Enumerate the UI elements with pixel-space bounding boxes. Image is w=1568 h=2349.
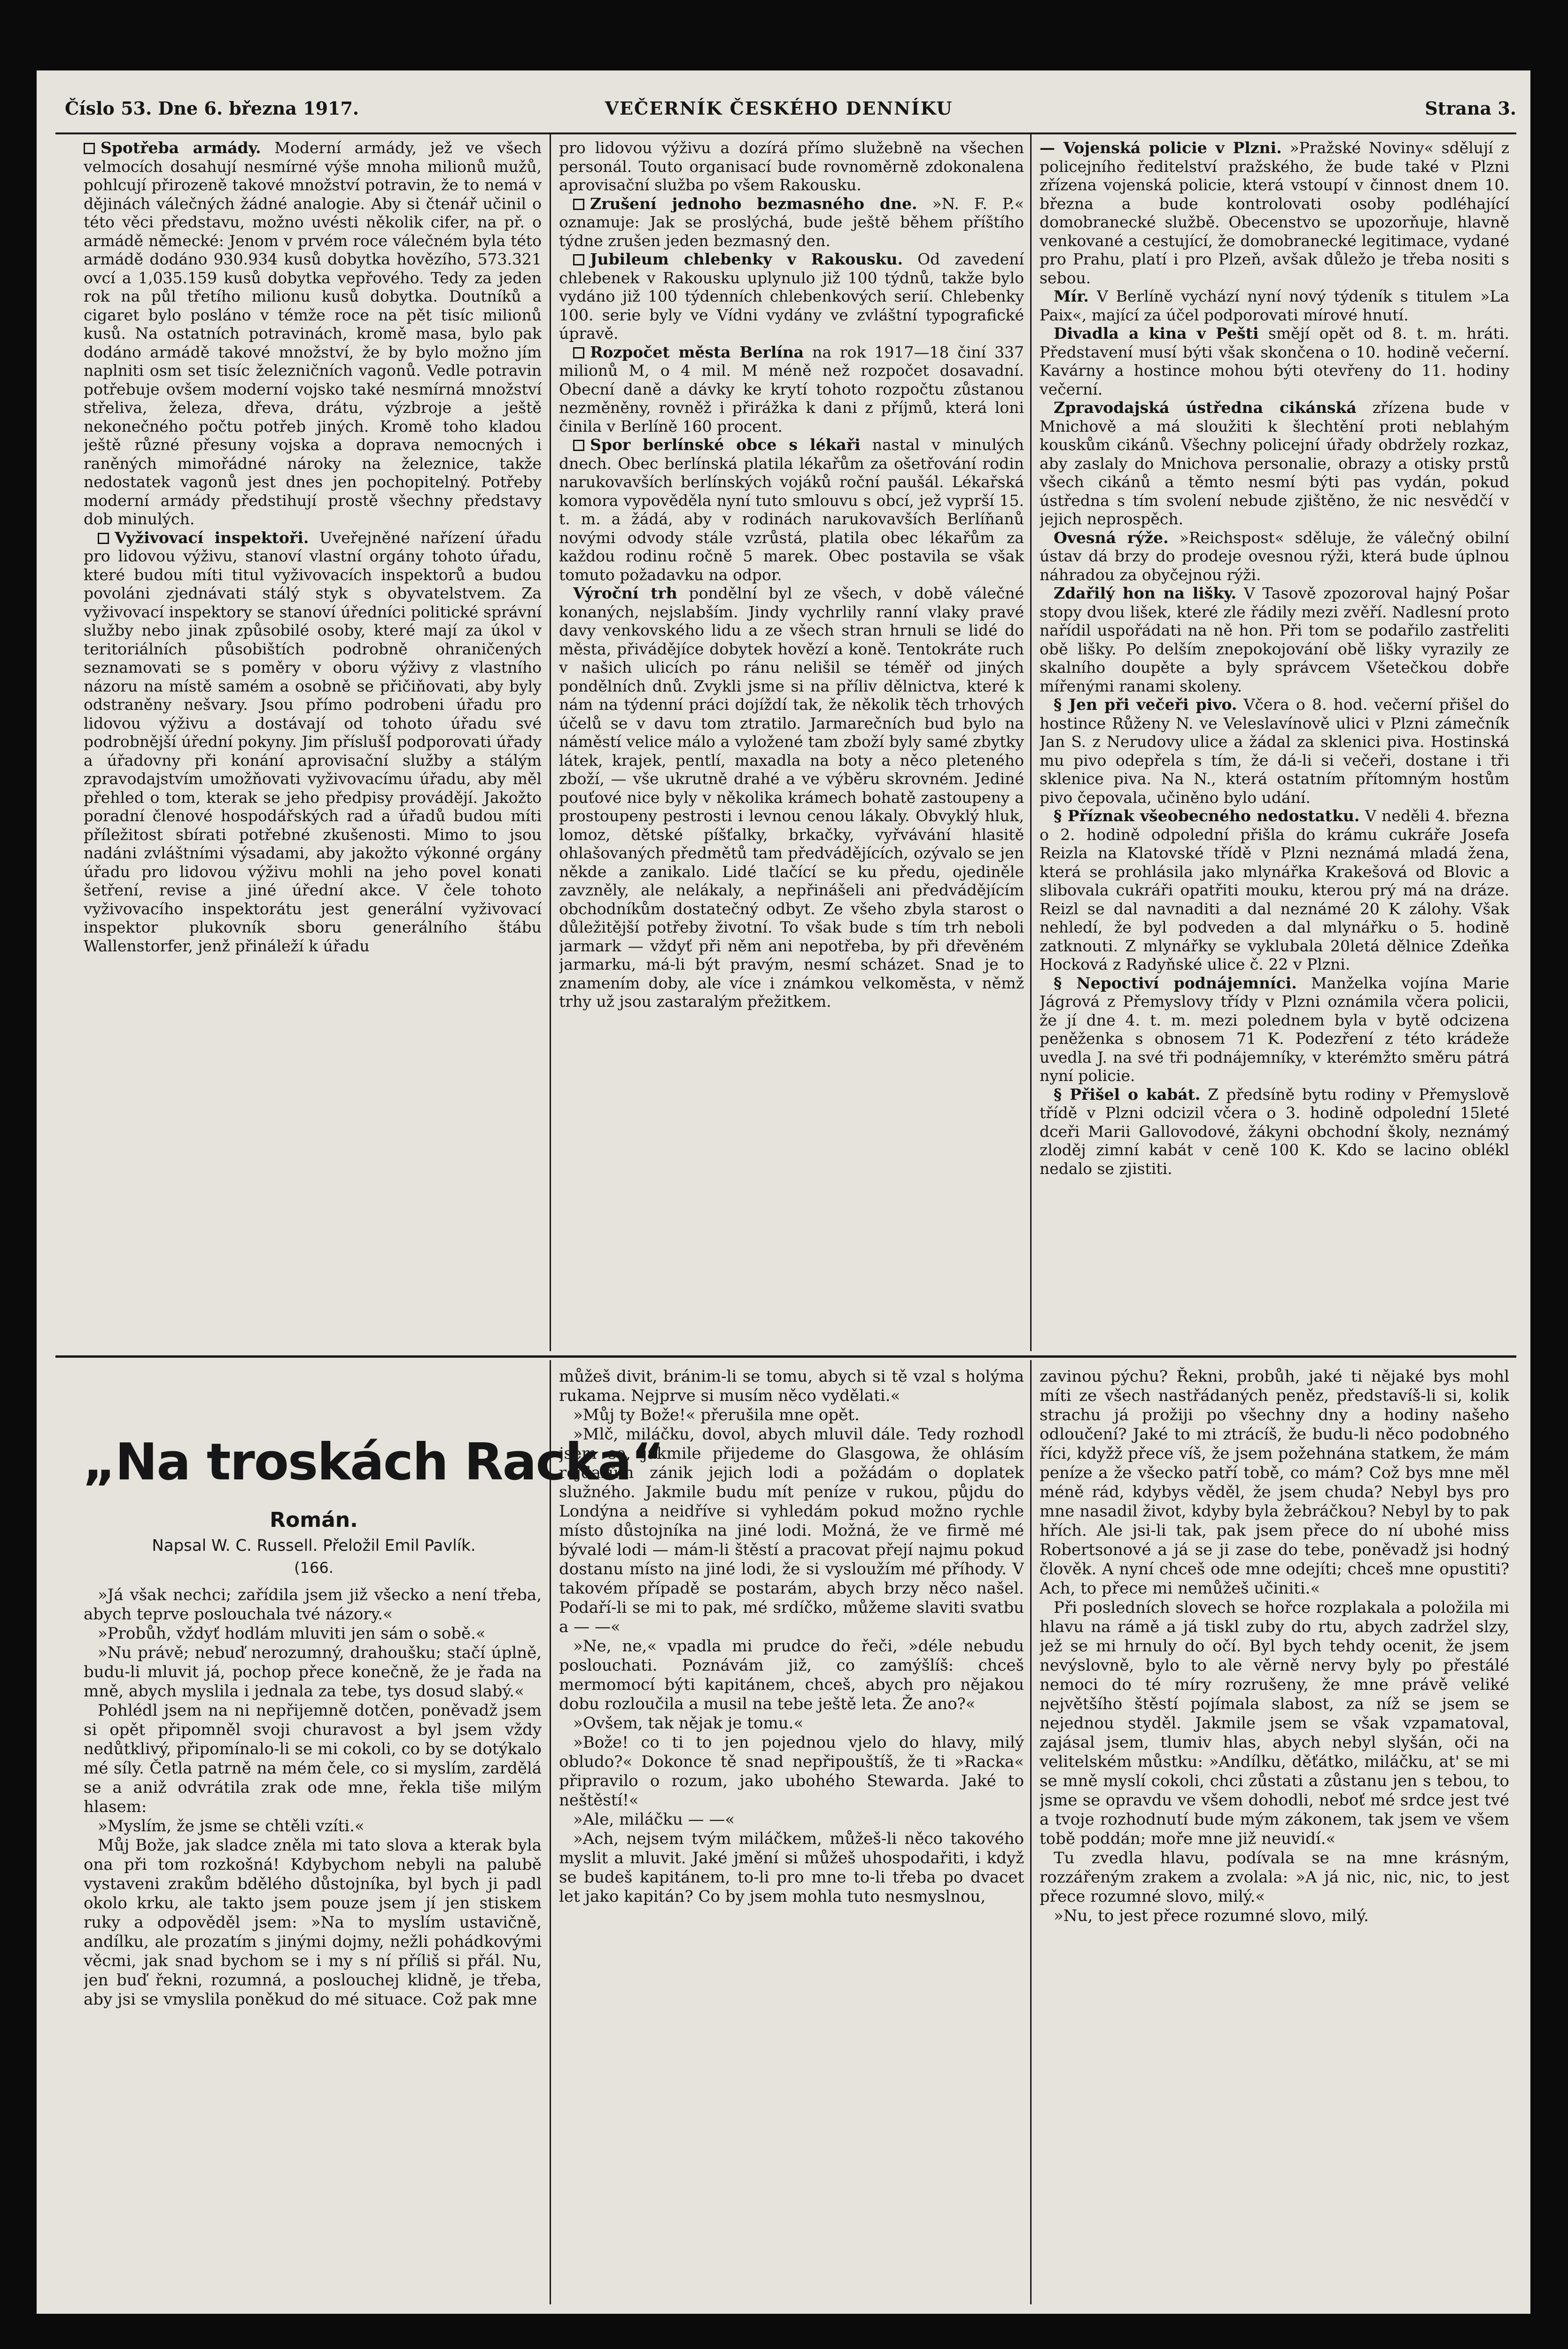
news-item: Jubileum chlebenky v Rakousku. Od zavedení chlebenek v Rakousku uplynulo již 100 týdnů, takže bylo vydáno již 100 týdenních chlebenkových serií. Chlebenky 100. serie byly ve Vídni vydány ve zvláštní typografické úpravě. xyxy=(559,250,1024,342)
page-number: Strana 3. xyxy=(1425,98,1516,119)
news-item: pro lidovou výživu a dozírá přímo služebně na všechen personál. Touto organisací bude rovnoměrně zdokonalena aprovisační služba po všem Rakousku. xyxy=(559,139,1024,194)
news-item: Ovesná rýže. »Reichspost« sděluje, že válečný obilní ústav dá brzy do prodeje ovesnou rýži, která bude úplnou náhradou za obyčejnou rýži. xyxy=(1040,528,1509,584)
newspaper-masthead: VEČERNÍK ČESKÉHO DENNÍKU xyxy=(605,98,953,119)
news-item: Spor berlínské obce s lékaři nastal v minulých dnech. Obec berlínská platila lékařům za ošetřování rodin narukovavších berlínských vojáků roční paušál. Lékařská komora vypověděla nyní tuto smlouvu s obcí, jež vyprší 15. t. m. a žádá, aby v rodinách narukovavších Berlíňanů novými odvody stále vzrůstá, platila obec lékařům za každou rodinu ročně 5 marek. Obec postavila se však tomuto požadavku na odpor. xyxy=(559,436,1024,584)
news-item: — Vojenská policie v Plzni. »Pražské Noviny« sdělují z policejního ředitelství pražského, že bude také v Plzni zřízena vojenská policie, která vstoupí v činnost dnem 10. března a bude kontrolovati osoby podléhající domobranecké službě. Obecenstvo se upozorňuje, hlavně venkované a cestující, že domobranecké legitimace, vydané pro Prahu, platí i pro Plzeň, avšak důležo je třeba nositi s sebou. xyxy=(1040,139,1509,287)
novel-column-1: »Já však nechci; zařídila jsem již všecko a není třeba, abych teprve poslouchala tvé názory.« »Probůh, vždyť hodlám mluviti jen sám o sobě.« »Nu právě; nebuď nerozumný, drahoušku; stačí úplně, budu-li mluvit já, pochop přece konečně, že je řada na mně, abych myslila i jednala za tebe, tys dosud slabý.« Pohlédl jsem na ni nepřijemně dotčen, poněvadž jsem si opět připomněl svoji churavost a byl jsem vždy nedůtklivý, připomínalo-li se mi cokoli, co by se dotýkalo mé síly. Četla patrně na mém čele, co si myslím, zardělá se a aniž odvrátila zrak ode mne, řekla tiše milým hlasem: »Myslím, že jsme se chtěli vzíti.« Můj Bože, jak sladce zněla mi tato slova a kterak byla ona při tom rozkošná! Kdybychom nebyli na palubě vystaveni zrakům bdělého důstojníka, byl bych ji padl okolo krku, ale takto jsem pouze jsem jí jen stiskem ruky a odpověděl jsem: »Na to myslím ustavičně, andílku, ale prozatím s jinými dojmy, nežli pohádkovými věcmi, jak snad bychom se i my s ní příliš si přál. Nu, jen buď řekni, rozumná, a poslouchej klidně, je třeba, aby jsi se vmyslila poněkud do mé situace. Což pak mne xyxy=(84,1586,542,2009)
newspaper-page xyxy=(37,70,1530,2314)
header-rule xyxy=(55,132,1516,134)
news-item: Výroční trh pondělní byl ze všech, v době válečné konaných, nejslabším. Jindy vychrlily ranní vlaky pravé davy venkovského lidu a ze všech stran hrnuli se lidé do města, přivádějíce dobytek hovězí a koně. Tentokráte ruch v našich ulicích po ránu nelišil se téměř od jiných pondělních dnů. Zvykli jsme si na příliv dělnictva, které k nám na týdenní práci dojíždí tak, že několik těch trhových účelů se v davu tom ztratilo. Jarmarečních bud bylo na náměstí velice málo a vyložené tam zboží byly samé zbytky látek, krajek, pentlí, maxadla na boty a něco pleteného zboží, — vše ukrutně drahé a ve výběru skrovném. Jediné pouťové nice byly v několika krámech bohatě zastoupeny a prostoupeny pestrosti i levnou cenou lákaly. Obvyklý hluk, lomoz, dětské píšťalky, brkačky, vyřvávání hlasitě ohlašovaných předmětů tam předvádějících, ozývalo se jen někde a zanikalo. Lidé tlačící se ku předu, ojediněle zavzněly, ale nelákaly, a nepřinášeli ani předvádějícím obchodníkům dostatečný odbyt. Ze všeho zbyla starost o důležitější potřeby životní. To však bude s tím trh neboli jarmark — vždyť při něm ani nepotřeba, by při dřevěném jarmarku, má-li být pravým, nesmí scházet. Snad je to znamením doby, ale více i známkou velkoměsta, v němž trhy už jsou zastaralým přežitkem. xyxy=(559,584,1024,1011)
top-column-1 xyxy=(84,139,542,1353)
square-bullet-icon xyxy=(573,199,584,210)
issue-number-date: Číslo 53. Dne 6. března 1917. xyxy=(65,98,359,119)
news-item: Zrušení jednoho bezmasného dne. »N. F. P.« oznamuje: Jak se proslýchá, bude ještě během příštího týdne zrušen jeden bezmasný den. xyxy=(559,194,1024,250)
news-item: Rozpočet města Berlína na rok 1917—18 činí 337 milionů M, o 4 mil. M méně než rozpočet dosavadní. Obecní daně a dávky ke krytí tohoto rozpočtu zůstanou nezměněny, rovněž i přirážka k dani z příjmů, která loni činila v Berlíně 160 procent. xyxy=(559,342,1024,436)
news-item: Spotřeba armády. Moderní armády, jež ve všech velmocích dosahují nesmírné výše mnoha milionů mužů, pohlcují přirozeně takové množství potravin, že to nemá v dějinách válečných žádné analogie. Aby si čtenář učinil o této věci představu, možno uvésti několik cifer, na př. o armádě německé: Jenom v prvém roce válečném byla této armádě dodáno 930.934 kusů dobytka hovězího, 573.321 ovcí a 1,035.159 kusů dobytka vepřového. Tedy za jeden rok na půl třetího milionu kusů dobytka. Doutníků a cigaret bylo posláno v témže roce na pět tisíc milionů kusů. Na ostatních potravinách, kromě masa, bylo pak dodáno armádě takové množství, že by bylo možno jím naplniti osm set tisíc železničních vagonů. Vedle potravin potřebuje ovšem moderní vojsko také nesmírná množství střeliva, železa, dřeva, drátu, výzbroje a ještě nekonečného počtu potřeb jiných. Kromě toho kladou ještě různé přesuny vojska a doprava nemocných i raněných mimořádné nároky na železnice, takže nedostatek vagonů jest dnes jen pochopitelný. Potřeby moderní armády předstihují prostě všechny představy dob minulých. xyxy=(84,139,542,528)
square-bullet-icon xyxy=(573,254,584,265)
square-bullet-icon xyxy=(84,143,95,154)
news-item: Divadla a kina v Pešti smějí opět od 8. t. m. hráti. Představení musí býti však skončena o 10. hodině večerní. Kavárny a hostince mohou býti otevřeny do 11. hodiny večerní. xyxy=(1040,324,1509,398)
news-item: § Příznak všeobecného nedostatku. V neděli 4. března o 2. hodině odpolední přišla do krámu cukráře Josefa Reizla na Klatovské třídě v Plzni neznámá mladá žena, která se prohlásila jako mlynářka Krakešová od Blovic a slibovala cukráři opatřiti mouku, kterou prý má na dráze. Reizl se dal navnaditi a dal neznámé 20 K zálohy. Však nehledí, že byl podveden a dal mlynářku o 5. hodině zatknouti. Z mlynářky se vyklubala 20letá dělnice Zdeňka Hocková z Radyňské ulice č. 22 v Plzni. xyxy=(1040,807,1509,973)
top-column-3 xyxy=(1040,139,1509,1353)
column-divider-bottom-1 xyxy=(550,1360,551,2304)
column-divider-top-2 xyxy=(1030,134,1032,1351)
top-column-2 xyxy=(559,139,1024,1353)
news-item: Mír. V Berlíně vychází nyní nový týdeník s titulem »La Paix«, mající za účel podporovati mírové hnutí. xyxy=(1040,287,1509,324)
novel-column-2: můžeš divit, bránim-li se tomu, abych si tě vzal s holýma rukama. Nejprve si musím něco vydělati.« »Můj ty Bože!« přerušila mne opět. »Mlč, miláčku, dovol, abych mluvil dále. Tedy rozhodl jsem se, jakmile přijedeme do Glasgowa, že ohlásím rejdařům zánik jejich lodi a požádám o doplatek služného. Jakmile budu mít peníze v rukou, půjdu do Londýna a neidříve si vyhledám pokud možno rychle místo důstojníka na jiné lodi. Možná, že ve firmě mé bývalé lodi — mám-li štěstí a pracovat přejí najmu pokud dostanu místo na jiné lodi, že si vysloužím mé příhody. V takovém případě se postarám, abych brzy něco našel. Podaří-li se mi to pak, mé srdíčko, můžeme slaviti svatbu a — —« »Ne, ne,« vpadla mi prudce do řeči, »déle nebudu poslouchati. Poznávám již, co zamýšlíš: chceš mermomocí býti kapitánem, chceš, abych pro nějakou dobu rozloučila a musil na tebe ještě leta. Že ano?« »Ovšem, tak nějak je tomu.« »Bože! co ti to jen pojednou vjelo do hlavy, milý obludo?« Dokonce tě snad nepřipouštíš, že ti »Racka« připravilo o rozum, jako ubohého Stewarda. Jaké to neštěstí!« »Ale, miláčku — —« »Ach, nejsem tvým miláčkem, můžeš-li něco takového myslit a mluvit. Jaké jmění si můžeš uhospodařiti, i když se budeš kapitánem, to-li pro mne to-li třeba po dvacet let jako kapitán? Co by jsem mohla tuto nesmyslnou, xyxy=(559,1367,1024,1906)
news-item: § Jen při večeři pivo. Včera o 8. hod. večerní přišel do hostince Růženy N. ve Veleslavínově ulici v Plzni zámečník Jan S. z Nerudovy ulice a žádal za sklenici piva. Hostinská mu pivo odepřela s tím, že dá-li si večeři, dostane i tři sklenice piva. Na N., která ostatním přítomným hostům pivo čepovala, učiněno bylo udání. xyxy=(1040,695,1509,807)
novel-genre: Román. xyxy=(270,1508,358,1532)
feuilleton-rule xyxy=(55,1355,1516,1358)
square-bullet-icon xyxy=(573,347,584,358)
news-item: § Přišel o kabát. Z předsíně bytu rodiny v Přemyslově třídě v Plzni odcizil včera o 3. hodině odpolední 15leté dceři Marii Gallovodové, žákyni obchodní školy, neznámý zloděj zimní kabát v ceně 100 K. Kdo se lacino oblékl nedalo se zjistiti. xyxy=(1040,1085,1509,1178)
news-item: Zdařilý hon na lišky. V Tasově zpozoroval hajný Pošar stopy dvou lišek, které zle řádily mezi zvěří. Nadlesní proto nařídil uspořádati na ně hon. Při tom se podařilo zastřeliti obě lišky. Po delším znepokojování obě lišky vyrazily ze skalního doupěte a byly správcem Všetečkou dobře mířenými ranami skoleny. xyxy=(1040,584,1509,695)
square-bullet-icon xyxy=(573,440,584,451)
column-divider-top-1 xyxy=(550,134,551,1351)
novel-author-translator: Napsal W. C. Russell. Přeložil Emil Pavlík. xyxy=(152,1536,476,1555)
novel-title: „Na troskách Racka“ xyxy=(83,1433,664,1492)
novel-installment: (166. xyxy=(294,1559,334,1577)
news-item: Zpravodajská ústředna cikánská zřízena bude v Mnichově a má sloužiti k šlechtění proti neblahým kouskům cikánů. Všechny policejní úřady obdržely rozkaz, aby zaslaly do Mnichova personalie, obrazy a otisky prstů všech cikánů a těmto nesmí býti pas vydán, pokud ústředna s tím svolení nebude zjištěno, že nic nesvědčí v jejich neprospěch. xyxy=(1040,398,1509,528)
novel-column-3: zavinou pýchu? Řekni, probůh, jaké ti nějaké bys mohl míti ze všech nastřádaných peněz, představíš-li si, kolik strachu já prožiji po všechny dny a hodiny našeho odloučení? Jaké to mi ztrácíš, že budu-li něco podobného říci, kdyžž přece víš, že jsem požehnána statkem, že mám peníze a že všecko patří tobě, co mám? Což bys mne měl méně rád, kdybys věděl, že jsem chuda? Nebyl bys pro mne nasadil život, kdyby byla žebráčkou? Nebyl by to pak hřích. Ale jsi-li tak, pak jsem přece do ní ubohé miss Robertsonové a já se ji zase do tebe, poněvadž jsi hodný člověk. A nyní chceš ode mne odejíti; chceš mne opustiti? Ach, to přece mi nemůžeš učiniti.« Při posledních slovech se hořce rozplakala a položila mi hlavu na rámě a já tiskl zuby do rtu, abych zadržel slzy, jež se mi hrnuly do očí. Byl bych tehdy ocenit, že jsem nevýslovně, bylo to ale věrně nervy byly po přestálé nemoci do té míry rozrušeny, že mne právě veliké největšího štěstí pojímala slabost, za níž se jsem se nejednou styděl. Jakmile jsem se však vzpamatoval, zajásal jsem, tlumiv hlas, abych nebyl slyšán, oči na velitelském můstku: »Andílku, děťátko, miláčku, at' se mi se mně myslí cokoli, chci zůstati a zůstanu jen s tebou, to jsme se opravdu ve všem dohodli, neboť mé srdce jest tvé a tvoje rozhodnutí bude mým zákonem, tak jsem ve všem tobě poddán; moře mne již neuvidí.« Tu zvedla hlavu, podívala se na mne krásným, rozzářeným zrakem a zvolala: »A já nic, nic, nic, to jest přece rozumné slovo, milý.« »Nu, to jest přece rozumné slovo, milý. xyxy=(1040,1367,1509,1925)
column-divider-bottom-2 xyxy=(1030,1360,1032,2304)
news-item: § Nepoctiví podnájemníci. Manželka vojína Marie Jágrová z Přemyslovy třídy v Plzni oznámila včera policii, že jí dne 4. t. m. mezi polednem byla v bytě odcizena peněženka s obnosem 71 K. Podezření z této krádeže uvedla J. na své tři podnájemníky, v kterémžto směru pátrá nyní policie. xyxy=(1040,973,1509,1085)
square-bullet-icon xyxy=(98,533,109,544)
news-item: Vyživovací inspektoři. Uveřejněné nařízení úřadu pro lidovou výživu, stanoví vlastní orgány tohoto úřadu, které budou míti titul vyživovacích inspektorů a budou povoláni zjednávati stálý styk s obyvatelstvem. Za vyživovací inspektory se stanoví úředníci politické správní služby nebo jinak způsobilé osoby, které mají za úkol v teritoriálních působištích podrobně ohraničených seznamovati se s poměry v oboru výživy z vlastního názoru na místě samém a osobně se přičiňovati, aby byly odstraněny nešvary. Jsou přímo podrobeni úřadu pro lidovou výživu a dostávají od tohoto úřadu své podrobnější úřední pokyny. Jim příslušÍ podporovati úřady a úřadovny při konání aprovisační služby a stálým zpravodajstvím umožňovati vyživovacímu úřadu, aby měl přehled o tom, kterak se jeho předpisy provádějí. Jakožto poradní členové hospodářských rad a úřadů budou míti příležitost sbírati potřebné zkušenosti. Mimo to jsou nadáni zvláštními výsadami, aby jakožto výkonné orgány úřadu pro lidovou výživu mohli na jeho povel konati šetření, revise a jiné úřední akce. V čele tohoto vyživovacího inspektorátu jest generální vyživovací inspektor plukovník sboru generálního štábu Wallenstorfer, jenž přináleží k úřadu xyxy=(84,528,542,955)
